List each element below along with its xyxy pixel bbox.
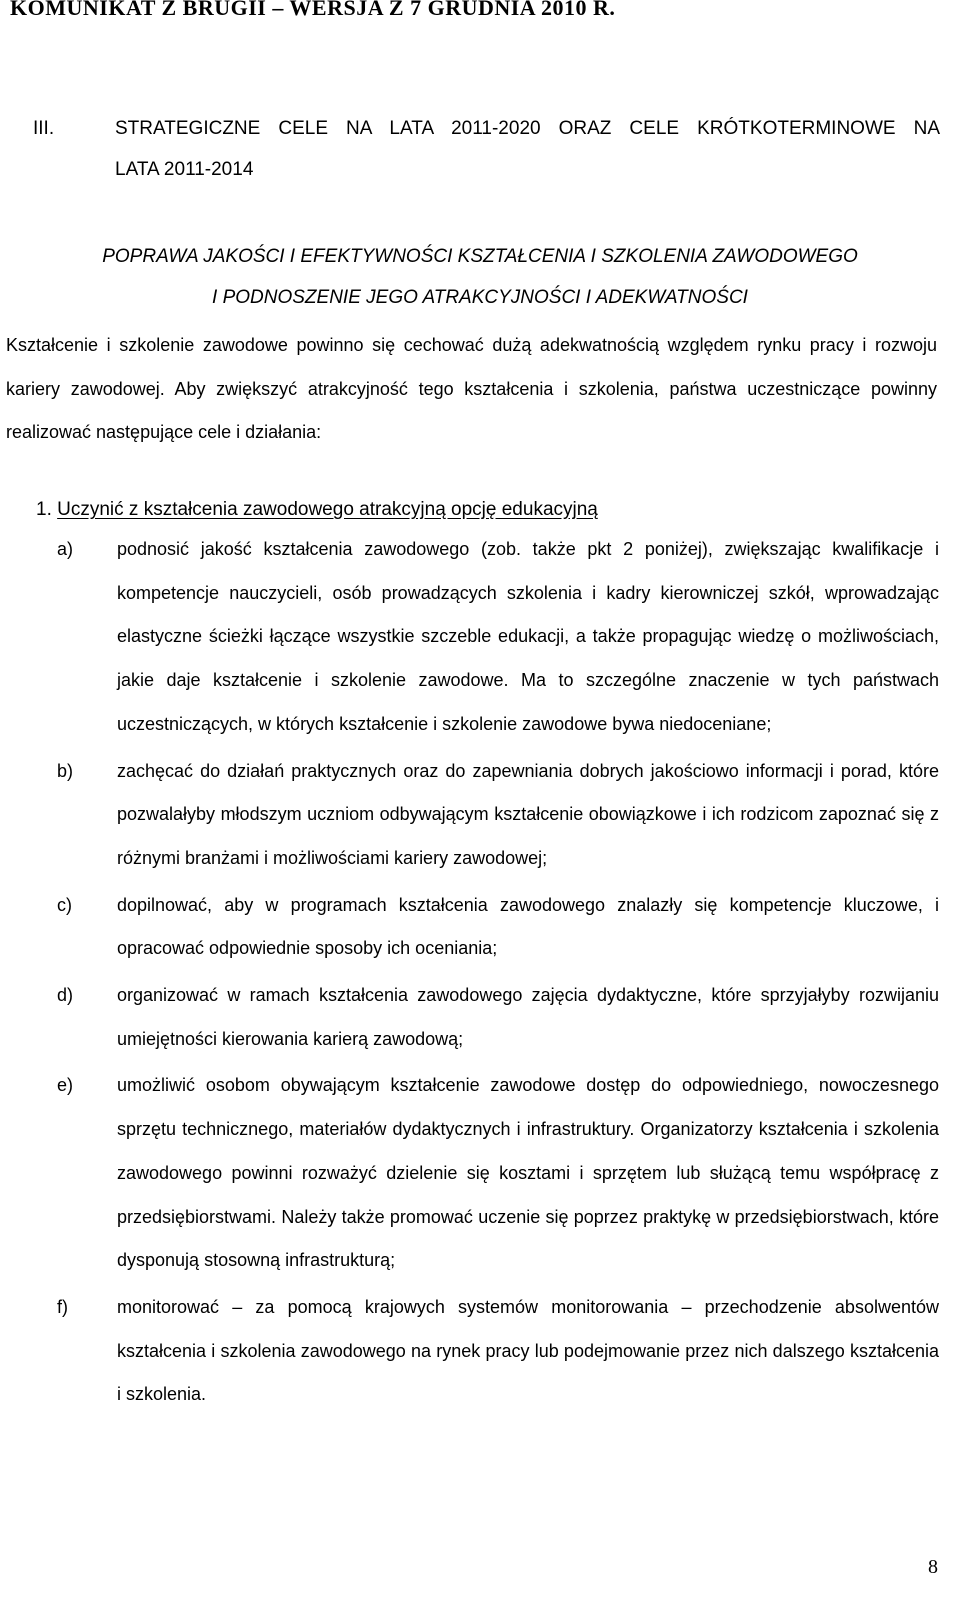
list-item — [57, 1286, 939, 1417]
list-item-text: zachęcać do działań praktycznych oraz do zapewniania dobrych jakościowo informacji i porad, które pozwalałyby młodszym uczniom odbywającym kształcenie obowiązkowe i ich rodzicom zapoznać się z różnymi branżami i możliwościami kariery zawodowej; — [117, 760, 939, 868]
goal-heading — [36, 495, 598, 525]
list-item — [57, 528, 939, 747]
list-item — [57, 974, 939, 1061]
goal-number: 1. — [36, 499, 52, 520]
subheading-line-1: POPRAWA JAKOŚCI I EFEKTYWNOŚCI KSZTAŁCENIA I SZKOLENIA ZAWODOWEGO — [102, 246, 858, 267]
list-item-marker: b) — [57, 760, 74, 781]
intro-paragraph: Kształcenie i szkolenie zawodowe powinno się cechować dużą adekwatnością względem rynku pracy i rozwoju kariery zawodowej. Aby zwiększyć atrakcyjność tego kształcenia i szkolenia, państwa uczestniczące powinny realizować następujące cele i działania: — [6, 335, 937, 442]
list-item — [57, 884, 939, 971]
subheading-line-2: I PODNOSZENIE JEGO ATRAKCYJNOŚCI I ADEKWATNOŚCI — [212, 287, 748, 308]
subheading — [0, 236, 960, 318]
action-list — [57, 528, 939, 1420]
goal-title: Uczynić z kształcenia zawodowego atrakcyjną opcję edukacyjną — [57, 499, 598, 520]
list-item-text: dopilnować, aby w programach kształcenia zawodowego znalazły się kompetencje kluczowe, i opracować odpowiednie sposoby ich oceniania; — [117, 894, 939, 959]
section-number: III. — [33, 118, 55, 139]
list-item-marker: e) — [57, 1075, 74, 1096]
list-item-marker: a) — [57, 539, 74, 559]
list-item — [57, 750, 939, 881]
section-title-line-1: STRATEGICZNE CELE NA LATA 2011-2020 ORAZ CELE KRÓTKOTERMINOWE NA — [115, 118, 940, 139]
list-item-text: umożliwić osobom obywającym kształcenie zawodowe dostęp do odpowiedniego, nowoczesnego sprzętu technicznego, materiałów dydaktycznych i infrastruktury. Organizatorzy kształcenia i szkolenia zawodowego powinni rozważyć dzielenie się kosztami i sprzętem lub służącą temu współpracę z przedsiębiorstwami. Należy także promować uczenie się poprzez praktykę w przedsiębiorstwach, które dysponują stosowną infrastrukturą; — [117, 1075, 939, 1271]
section-title-line-2: LATA 2011-2014 — [115, 159, 254, 180]
list-item-text: organizować w ramach kształcenia zawodowego zajęcia dydaktyczne, które sprzyjałyby rozwijaniu umiejętności kierowania karierą zawodową; — [117, 985, 939, 1049]
list-item-marker: f) — [57, 1296, 68, 1317]
list-item — [57, 1064, 939, 1283]
list-item-text: monitorować – za pomocą krajowych systemów monitorowania – przechodzenie absolwentów kształcenia i szkolenia zawodowego na rynek pracy lub podejmowanie przez nich dalszego kształcenia i szkolenia. — [117, 1296, 939, 1405]
list-item-marker: c) — [57, 894, 72, 915]
list-item-marker: d) — [57, 985, 74, 1006]
page-number: 8 — [928, 1556, 938, 1578]
list-item-text: podnosić jakość kształcenia zawodowego (zob. także pkt 2 poniżej), zwiększając kwalifikacje i kompetencje nauczycieli, osób prowadzących szkolenia i kadry kierowniczej szkół, wprowadzając elastyczne ścieżki łączące wszystkie szczeble edukacji, a także propagując wiedzę o możliwościach, jakie daje kształcenie i szkolenie zawodowe. Ma to szczególne znaczenie w tych państwach uczestniczących, w których kształcenie i szkolenie zawodowe bywa niedoceniane; — [117, 539, 939, 734]
running-header: KOMUNIKAT Z BRUGII – WERSJA Z 7 GRUDNIA 2010 R. — [10, 0, 616, 20]
